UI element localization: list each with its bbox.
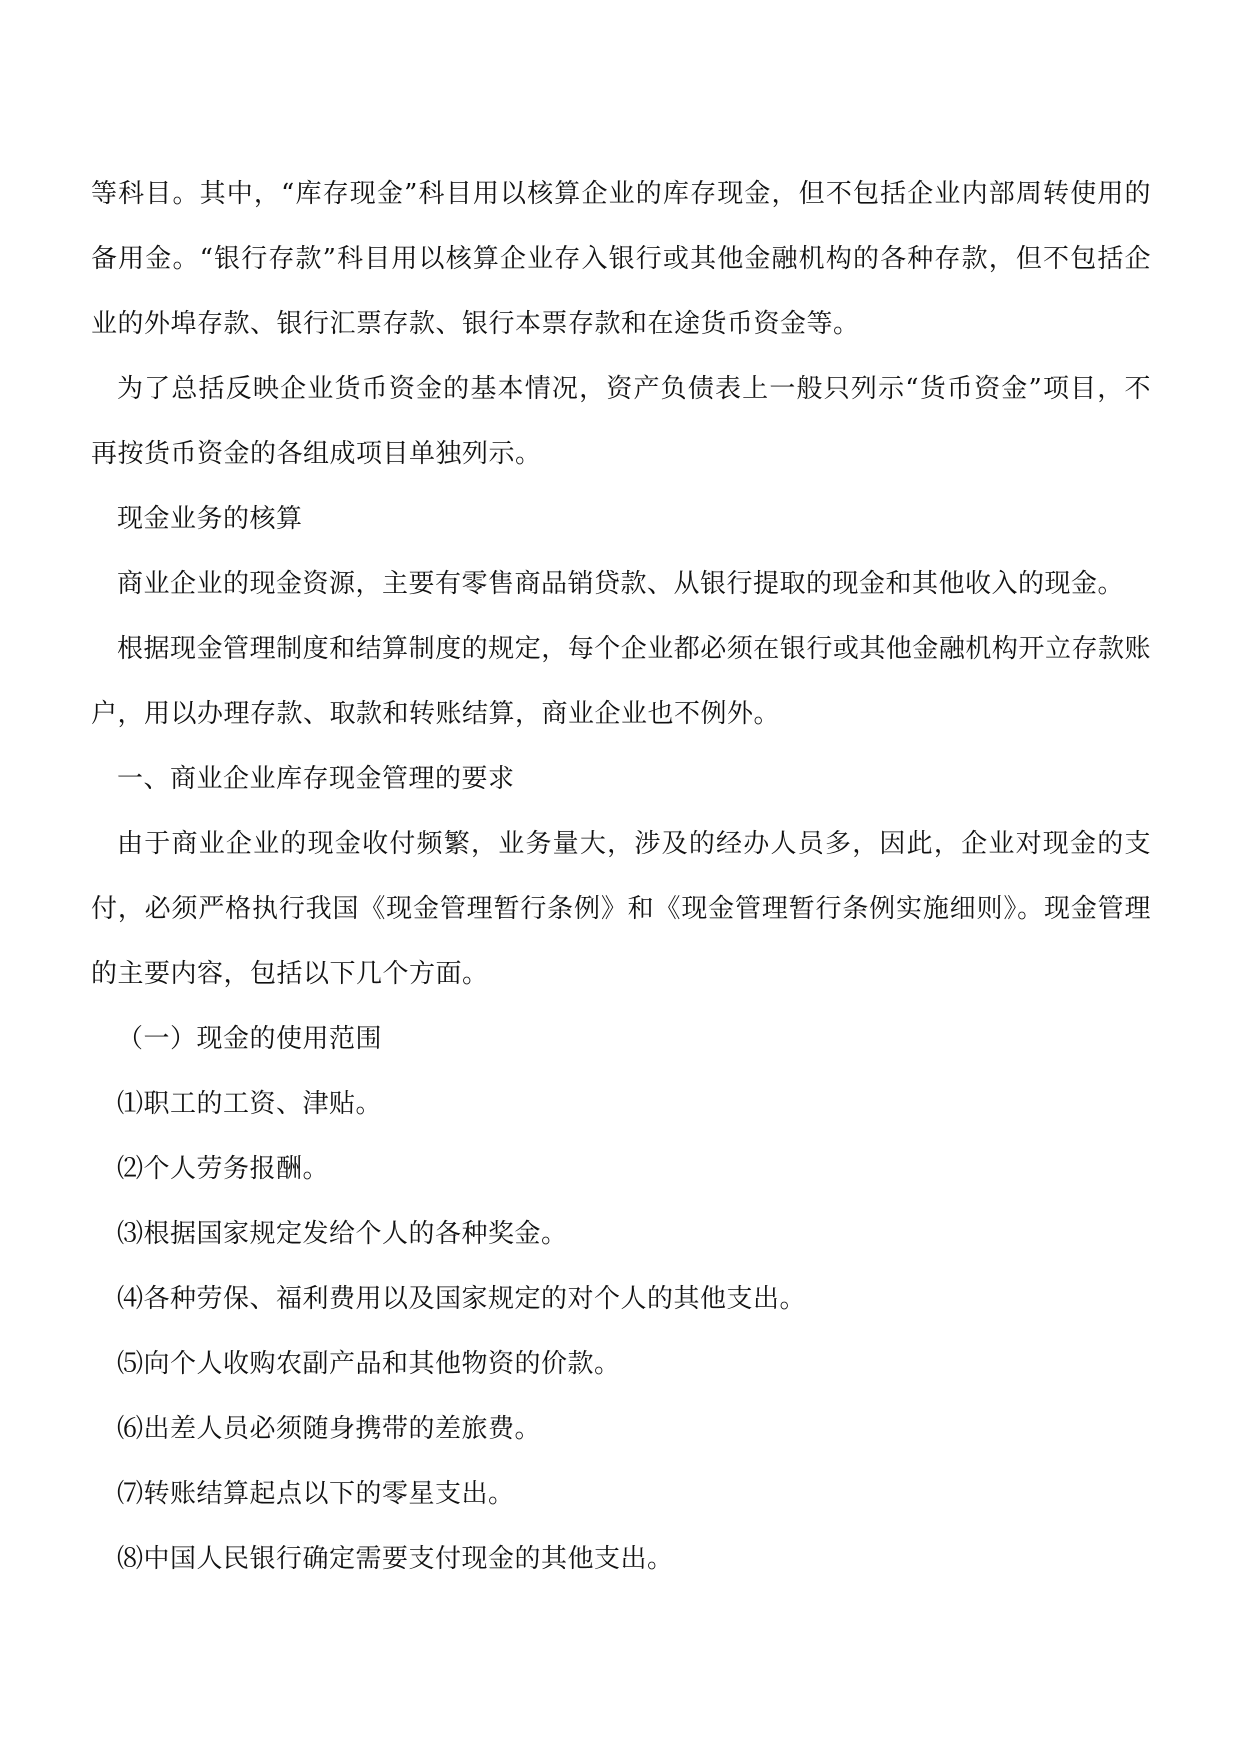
paragraph-balance-sheet: 为了总括反映企业货币资金的基本情况，资产负债表上一般只列示“货币资金”项目，不再按货币资金的各组成项目单独列示。: [91, 374, 1151, 469]
list-item: ⑶根据国家规定发给个人的各种奖金。: [117, 1219, 568, 1249]
list-item: ⑷各种劳保、福利费用以及国家规定的对个人的其他支出。: [117, 1284, 807, 1314]
list-item: ⑴职工的工资、津贴。: [117, 1089, 383, 1119]
subsection-heading-cash-usage-scope: （一）现金的使用范围: [117, 1024, 383, 1054]
paragraph-bank-account: 根据现金管理制度和结算制度的规定，每个企业都必须在银行或其他金融机构开立存款账户，用以办理存款、取款和转账结算，商业企业也不例外。: [91, 634, 1151, 729]
list-item: ⑵个人劳务报酬。: [117, 1154, 330, 1184]
document-page: [91, 162, 1151, 1592]
paragraph-cash-sources: 商业企业的现金资源，主要有零售商品销贷款、从银行提取的现金和其他收入的现金。: [117, 569, 1125, 599]
section-heading-cash-management: 一、商业企业库存现金管理的要求: [117, 764, 515, 794]
list-item: ⑻中国人民银行确定需要支付现金的其他支出。: [117, 1544, 674, 1574]
cash-usage-list: [91, 1072, 1151, 1592]
list-item: ⑺转账结算起点以下的零星支出。: [117, 1479, 515, 1509]
paragraph-cash-regulations: 由于商业企业的现金收付频繁，业务量大，涉及的经办人员多，因此，企业对现金的支付，必须严格执行我国《现金管理暂行条例》和《现金管理暂行条例实施细则》。现金管理的主要内容，包括以下几个方面。: [91, 829, 1151, 989]
list-item: ⑹出差人员必须随身携带的差旅费。: [117, 1414, 542, 1444]
section-heading-cash-accounting: 现金业务的核算: [117, 504, 303, 534]
list-item: ⑸向个人收购农副产品和其他物资的价款。: [117, 1349, 621, 1379]
paragraph-accounts-scope: 等科目。其中，“库存现金”科目用以核算企业的库存现金，但不包括企业内部周转使用的备用金。“银行存款”科目用以核算企业存入银行或其他金融机构的各种存款，但不包括企业的外埠存款、银行汇票存款、银行本票存款和在途货币资金等。: [91, 179, 1151, 339]
